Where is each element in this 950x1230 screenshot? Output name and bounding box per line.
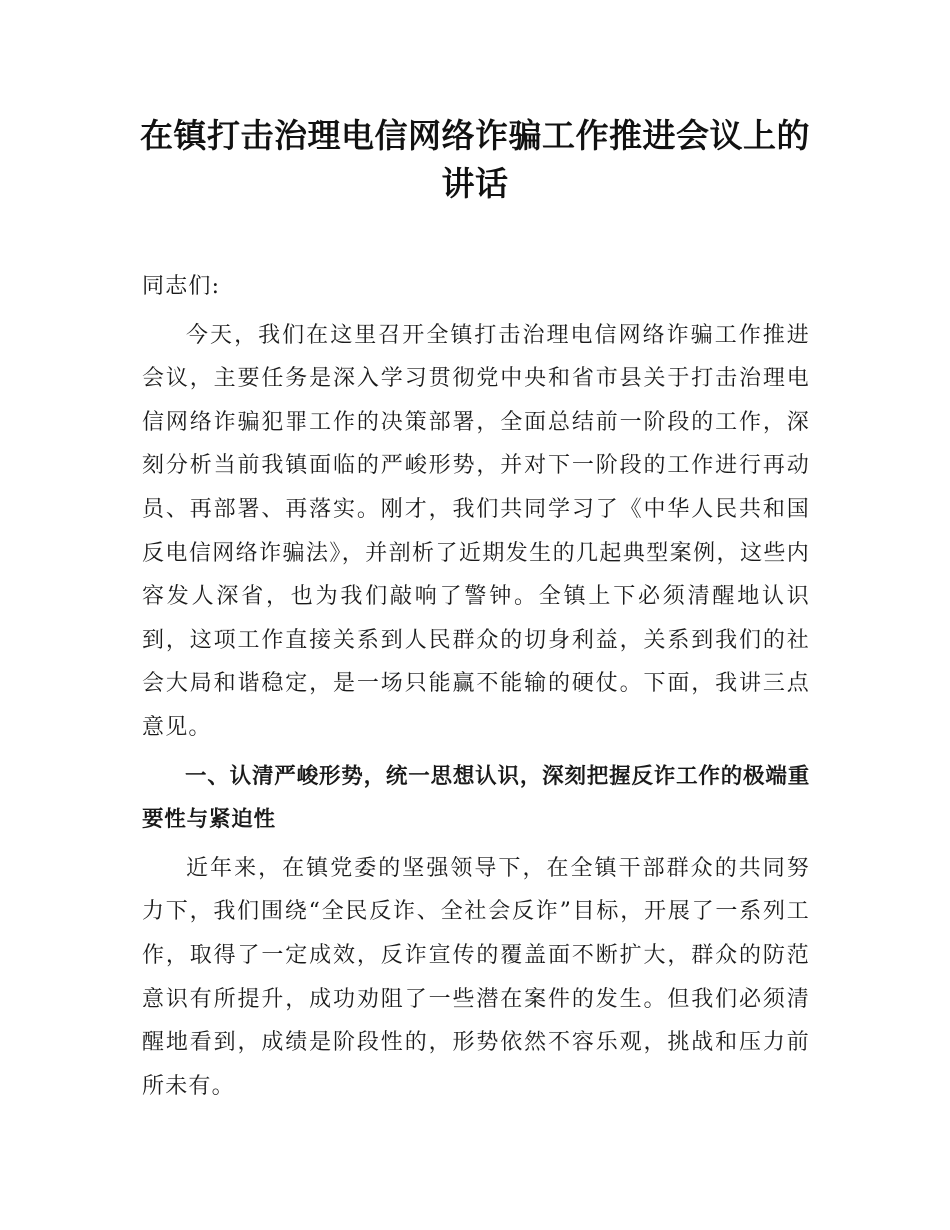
section-heading: 一、认清严峻形势，统一思想认识，深刻把握反诈工作的极端重要性与紧迫性 bbox=[142, 763, 810, 833]
document-body bbox=[142, 265, 810, 1113]
salutation: 同志们: bbox=[142, 274, 221, 299]
document-title: 在镇打击治理电信网络诈骗工作推进会议上的讲话 bbox=[140, 116, 810, 203]
section-paragraph: 近年来，在镇党委的坚强领导下，在全镇干部群众的共同努力下，我们围绕“全民反诈、全社会反诈”目标，开展了一系列工作，取得了一定成效，反诈宣传的覆盖面不断扩大，群众的防范意识有所提升，成功劝阻了一些潜在案件的发生。但我们必须清醒地看到，成绩是阶段性的，形势依然不容乐观，挑战和压力前所未有。 bbox=[142, 855, 810, 1099]
intro-paragraph: 今天，我们在这里召开全镇打击治理电信网络诈骗工作推进会议，主要任务是深入学习贯彻党中央和省市县关于打击治理电信网络诈骗犯罪工作的决策部署，全面总结前一阶段的工作，深刻分析当前我镇面临的严峻形势，并对下一阶段的工作进行再动员、再部署、再落实。刚才，我们共同学习了《中华人民共和国反电信网络诈骗法》，并剖析了近期发生的几起典型案例，这些内容发人深省，也为我们敲响了警钟。全镇上下必须清醒地认识到，这项工作直接关系到人民群众的切身利益，关系到我们的社会大局和谐稳定，是一场只能赢不能输的硬仗。下面，我讲三点意见。 bbox=[142, 322, 810, 740]
